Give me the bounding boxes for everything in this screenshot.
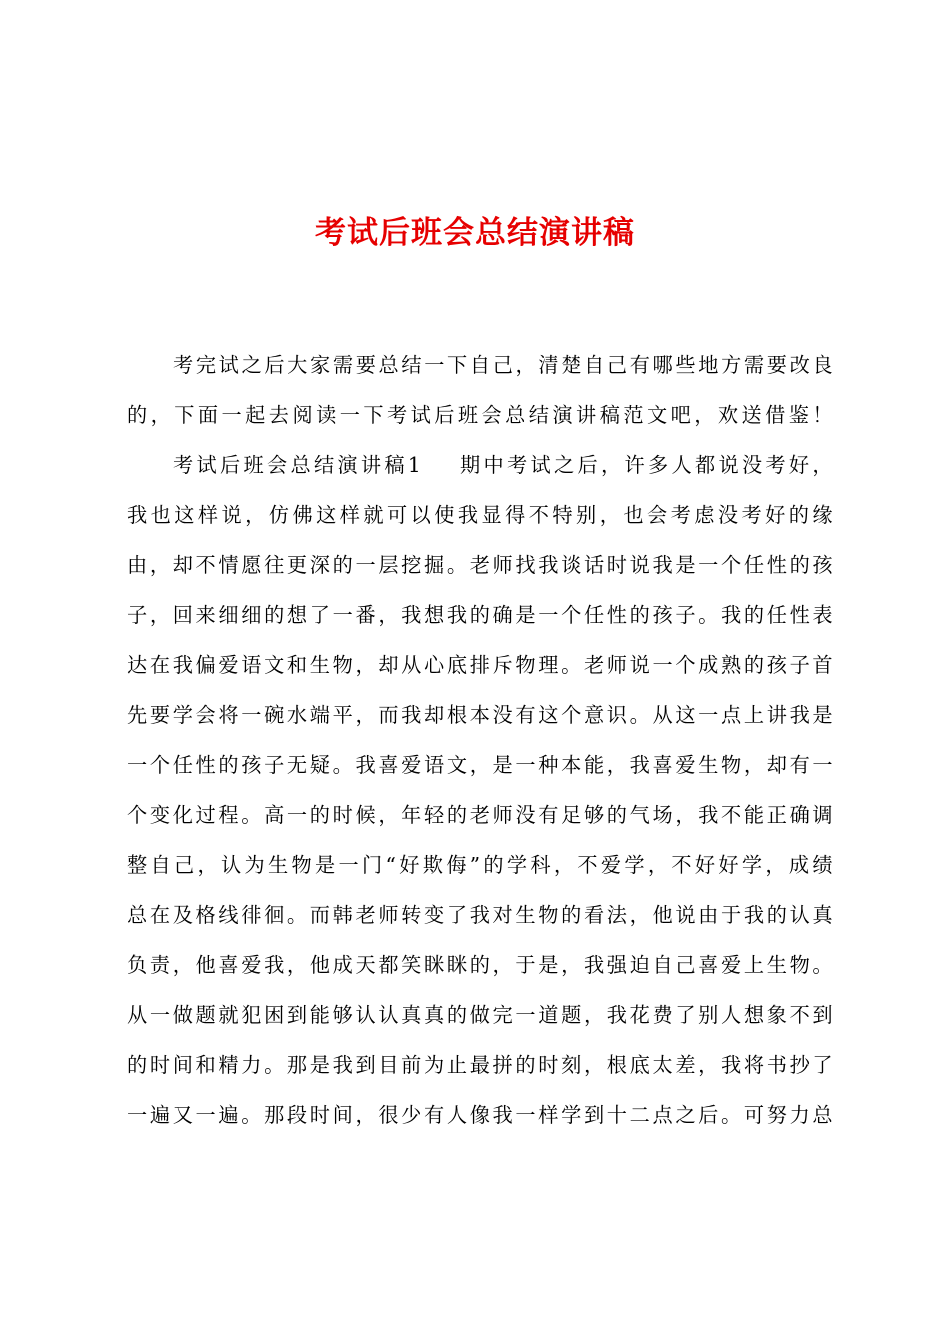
document-title: 考试后班会总结演讲稿 bbox=[315, 215, 635, 251]
body-line: 的时间和精力。那是我到目前为止最拼的时刻，根底太差，我将书抄了 bbox=[127, 1053, 833, 1077]
intro-line: 考完试之后大家需要总结一下自己，清楚自己有哪些地方需要改良 bbox=[173, 353, 833, 377]
body-line: 个变化过程。高一的时候，年轻的老师没有足够的气场，我不能正确调 bbox=[127, 803, 833, 827]
intro-paragraph bbox=[127, 340, 833, 440]
section-heading: 考试后班会总结演讲稿1 bbox=[173, 453, 422, 477]
body-line: 达在我偏爱语文和生物，却从心底排斥物理。老师说一个成熟的孩子首 bbox=[127, 653, 833, 677]
body-line: 整自己，认为生物是一门“好欺侮”的学科，不爱学，不好好学，成绩 bbox=[127, 853, 833, 877]
first-body-line bbox=[127, 440, 833, 490]
body-line: 我也这样说，仿佛这样就可以使我显得不特别，也会考虑没考好的缘 bbox=[127, 503, 833, 527]
main-paragraph bbox=[127, 440, 833, 1140]
body-line: 负责，他喜爱我，他成天都笑眯眯的，于是，我强迫自己喜爱上生物。 bbox=[127, 953, 833, 977]
body-line: 一遍又一遍。那段时间，很少有人像我一样学到十二点之后。可努力总 bbox=[127, 1103, 833, 1127]
first-line-text: 期中考试之后，许多人都说没考好， bbox=[457, 453, 833, 477]
body-line: 总在及格线徘徊。而韩老师转变了我对生物的看法，他说由于我的认真 bbox=[127, 903, 833, 927]
body-line: 从一做题就犯困到能够认认真真的做完一道题，我花费了别人想象不到 bbox=[127, 1003, 833, 1027]
body-line: 子，回来细细的想了一番，我想我的确是一个任性的孩子。我的任性表 bbox=[127, 603, 833, 627]
body-line: 一个任性的孩子无疑。我喜爱语文，是一种本能，我喜爱生物，却有一 bbox=[127, 753, 833, 777]
body-line: 先要学会将一碗水端平，而我却根本没有这个意识。从这一点上讲我是 bbox=[127, 703, 833, 727]
body-line: 由，却不情愿往更深的一层挖掘。老师找我谈话时说我是一个任性的孩 bbox=[127, 553, 833, 577]
intro-line: 的，下面一起去阅读一下考试后班会总结演讲稿范文吧，欢送借鉴！ bbox=[127, 403, 833, 427]
